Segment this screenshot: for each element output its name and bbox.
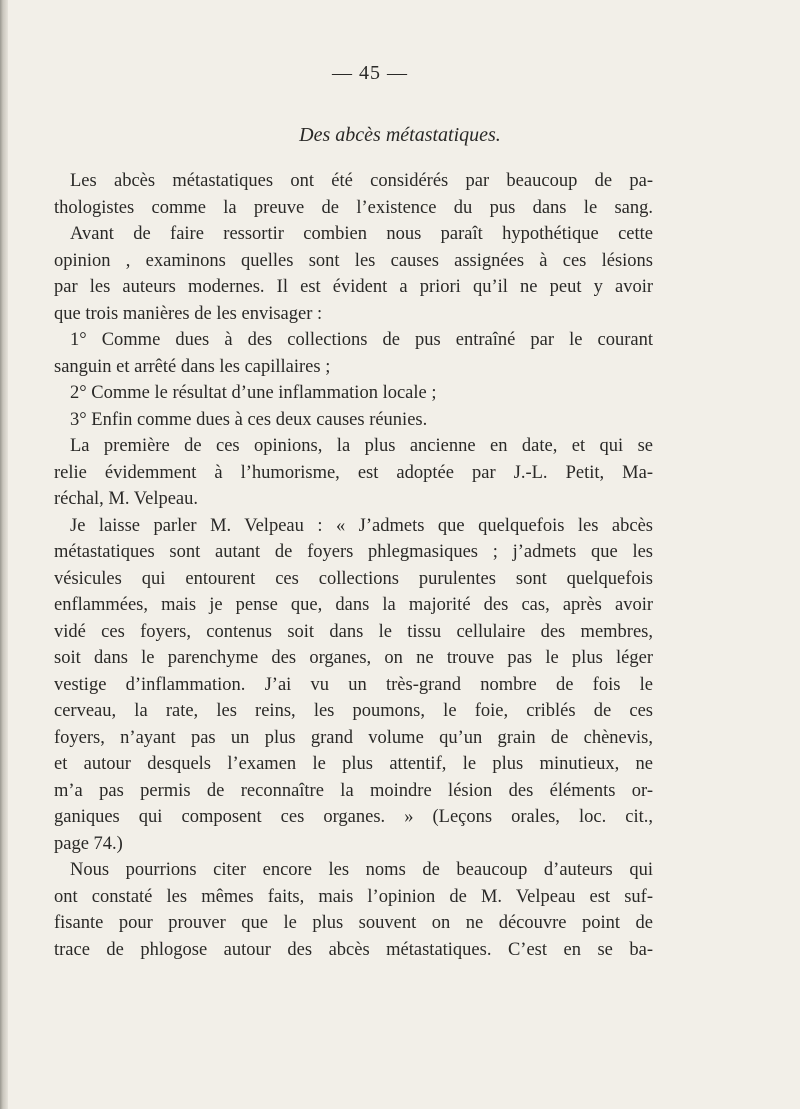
text-line: soit dans le parenchyme des organes, on ne trouve pas le plus léger [54,648,653,668]
text-line: vestige d’inflammation. J’ai vu un très-grand nombre de fois le [54,674,653,695]
text-line: ganiques qui composent ces organes. » (Leçons orales, loc. cit., [54,807,653,827]
text-line: et autour desquels l’examen le plus attentif, le plus minutieux, ne [54,754,653,774]
text-line: m’a pas permis de reconnaître la moindre lésion des éléments or- [54,780,653,801]
text-line: Nous pourrions citer encore les noms de beaucoup d’auteurs qui [70,860,653,880]
text-line: 1° Comme dues à des collections de pus entraîné par le courant [70,330,653,350]
text-line: thologistes comme la preuve de l’existence du pus dans le sang. [54,197,653,218]
page-number: — 45 — [332,62,408,84]
text-line: ont constaté les mêmes faits, mais l’opinion de M. Velpeau est suf- [54,886,653,907]
text-line: 2° Comme le résultat d’une inflammation locale ; [70,383,437,403]
text-line: enflammées, mais je pense que, dans la majorité des cas, après avoir [54,595,653,615]
section-title: Des abcès métastatiques. [299,124,501,146]
text-line: par les auteurs modernes. Il est évident a priori qu’il ne peut y avoir [54,277,653,297]
text-line: relie évidemment à l’humorisme, est adoptée par J.-L. Petit, Ma- [54,462,653,483]
text-line: Avant de faire ressortir combien nous paraît hypothétique cette [70,224,653,244]
text-line: foyers, n’ayant pas un plus grand volume qu’un grain de chènevis, [54,727,653,748]
text-line: que trois manières de les envisager : [54,303,323,324]
text-line: 3° Enfin comme dues à ces deux causes réunies. [70,409,428,430]
text-line: cerveau, la rate, les reins, les poumons, le foie, criblés de ces [54,701,653,721]
text-line: vidé ces foyers, contenus soit dans le tissu cellulaire des membres, [54,621,653,642]
text-line: vésicules qui entourent ces collections purulentes sont quelquefois [54,568,653,589]
text-line: métastatiques sont autant de foyers phlegmasiques ; j’admets que les [54,542,653,562]
text-line: La première de ces opinions, la plus ancienne en date, et qui se [70,436,653,456]
text-line: opinion , examinons quelles sont les causes assignées à ces lésions [54,250,653,271]
body-text [54,168,653,963]
text-line: page 74.) [54,833,123,854]
text-line: fisante pour prouver que le plus souvent on ne découvre point de [54,913,653,933]
text-line: Je laisse parler M. Velpeau : « J’admets que quelquefois les abcès [70,515,653,536]
page-edge [0,0,8,1109]
text-line: Les abcès métastatiques ont été considérés par beaucoup de pa- [70,171,653,191]
text-line: réchal, M. Velpeau. [54,489,199,509]
text-line: trace de phlogose autour des abcès métastatiques. C’est en se ba- [54,939,653,960]
text-line: sanguin et arrêté dans les capillaires ; [54,356,331,377]
